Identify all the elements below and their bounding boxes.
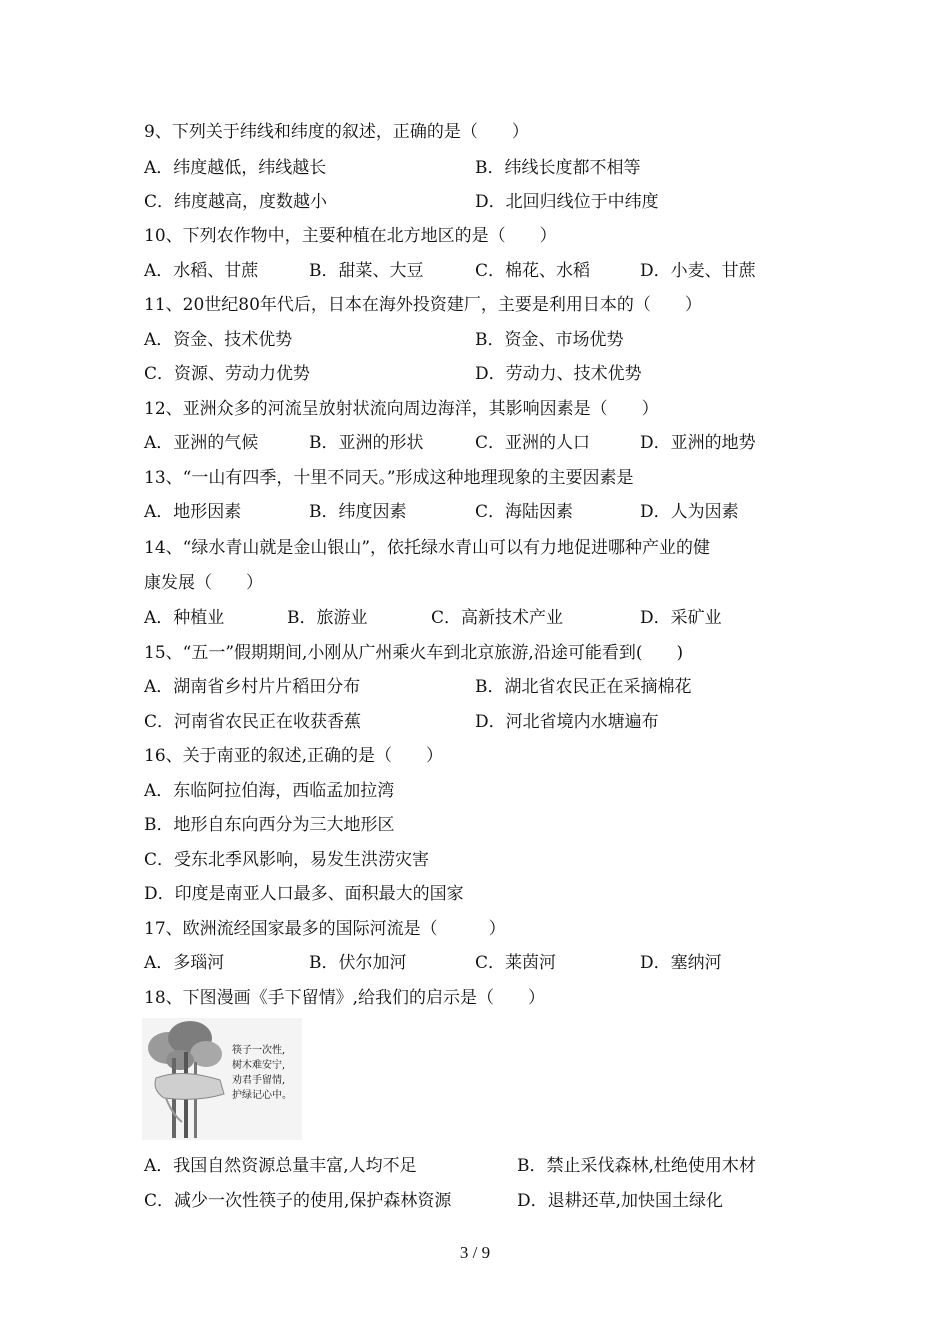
question-15-option-c: C．河南省农民正在收获香蕉 [144,712,362,732]
question-9-option-b: B．纬线长度都不相等 [475,158,641,178]
page-number: 3 / 9 [459,1243,491,1262]
question-11-stem: 11、20世纪80年代后，日本在海外投资建厂，主要是利用日本的（ ） [144,295,702,315]
question-14-option-b: B．旅游业 [287,608,368,628]
question-14-option-c: C．高新技术产业 [431,608,564,628]
comic-caption-line-3: 劝君手留情, [232,1075,286,1086]
question-14-option-a: A．种植业 [144,608,225,628]
question-18-option-d: D．退耕还草,加快国土绿化 [517,1191,724,1211]
question-12-stem: 12、亚洲众多的河流呈放射状流向周边海洋，其影响因素是（ ） [144,399,659,419]
comic-caption-line-4: 护绿记心中。 [232,1090,292,1101]
question-14-stem-continued: 康发展（ ） [144,573,263,593]
question-17-option-b: B．伏尔加河 [309,953,407,973]
question-15-option-a: A．湖南省乡村片片稻田分布 [144,677,361,697]
question-16-option-d: D．印度是南亚人口最多、面积最大的国家 [144,884,464,904]
question-16-option-b: B．地形自东向西分为三大地形区 [144,815,395,835]
question-18-option-c: C．减少一次性筷子的使用,保护森林资源 [144,1191,452,1211]
comic-caption-line-2: 树木难安宁, [232,1060,286,1071]
question-10-option-b: B．甜菜、大豆 [309,261,424,281]
question-11-option-b: B．资金、市场优势 [475,330,624,350]
question-9-stem: 9、下列关于纬线和纬度的叙述，正确的是（ ） [144,122,529,142]
question-14-option-d: D．采矿业 [640,608,722,628]
comic-caption-line-1: 筷子一次性, [232,1045,286,1056]
question-12-option-b: B．亚洲的形状 [309,433,424,453]
question-13-option-d: D．人为因素 [640,502,739,522]
question-9-option-a: A．纬度越低，纬线越长 [144,158,327,178]
question-17-option-c: C．莱茵河 [475,953,557,973]
question-10-stem: 10、下列农作物中，主要种植在北方地区的是（ ） [144,226,557,246]
question-9-option-c: C．纬度越高，度数越小 [144,192,328,212]
question-13-option-b: B．纬度因素 [309,502,407,522]
question-11-option-a: A．资金、技术优势 [144,330,293,350]
question-16-option-c: C．受东北季风影响，易发生洪涝灾害 [144,850,430,870]
question-15-option-b: B．湖北省农民正在采摘棉花 [475,677,692,697]
question-12-option-a: A．亚洲的气候 [144,433,259,453]
question-17-stem: 17、欧洲流经国家最多的国际河流是（ ） [144,919,506,939]
question-18-option-a: A．我国自然资源总量丰富,人均不足 [144,1156,417,1176]
question-15-option-d: D．河北省境内水塘遍布 [475,712,659,732]
question-11-option-c: C．资源、劳动力优势 [144,364,311,384]
question-15-stem: 15、“五一”假期期间,小刚从广州乘火车到北京旅游,沿途可能看到( ) [144,643,684,663]
question-12-option-d: D．亚洲的地势 [640,433,756,453]
question-14-stem: 14、“绿水青山就是金山银山”，依托绿水青山可以有力地促进哪种产业的健 [144,538,711,558]
question-13-option-c: C．海陆因素 [475,502,574,522]
question-18-stem: 18、下图漫画《手下留情》,给我们的启示是（ ） [144,988,546,1008]
question-11-option-d: D．劳动力、技术优势 [475,364,642,384]
question-13-stem: 13、“一山有四季，十里不同天。”形成这种地理现象的主要因素是 [144,468,634,488]
question-18-option-b: B．禁止采伐森林,杜绝使用木材 [517,1156,756,1176]
question-16-stem: 16、关于南亚的叙述,正确的是（ ） [144,746,444,766]
question-16-option-a: A．东临阿拉伯海，西临孟加拉湾 [144,781,395,801]
question-17-option-a: A．多瑙河 [144,953,225,973]
question-13-option-a: A．地形因素 [144,502,242,522]
comic-illustration [142,1018,302,1140]
question-10-option-c: C．棉花、水稻 [475,261,591,281]
question-17-option-d: D．塞纳河 [640,953,722,973]
hand-holding-trees-icon [142,1018,302,1140]
question-12-option-c: C．亚洲的人口 [475,433,591,453]
question-10-option-a: A．水稻、甘蔗 [144,261,259,281]
question-10-option-d: D．小麦、甘蔗 [640,261,756,281]
question-9-option-d: D．北回归线位于中纬度 [475,192,659,212]
